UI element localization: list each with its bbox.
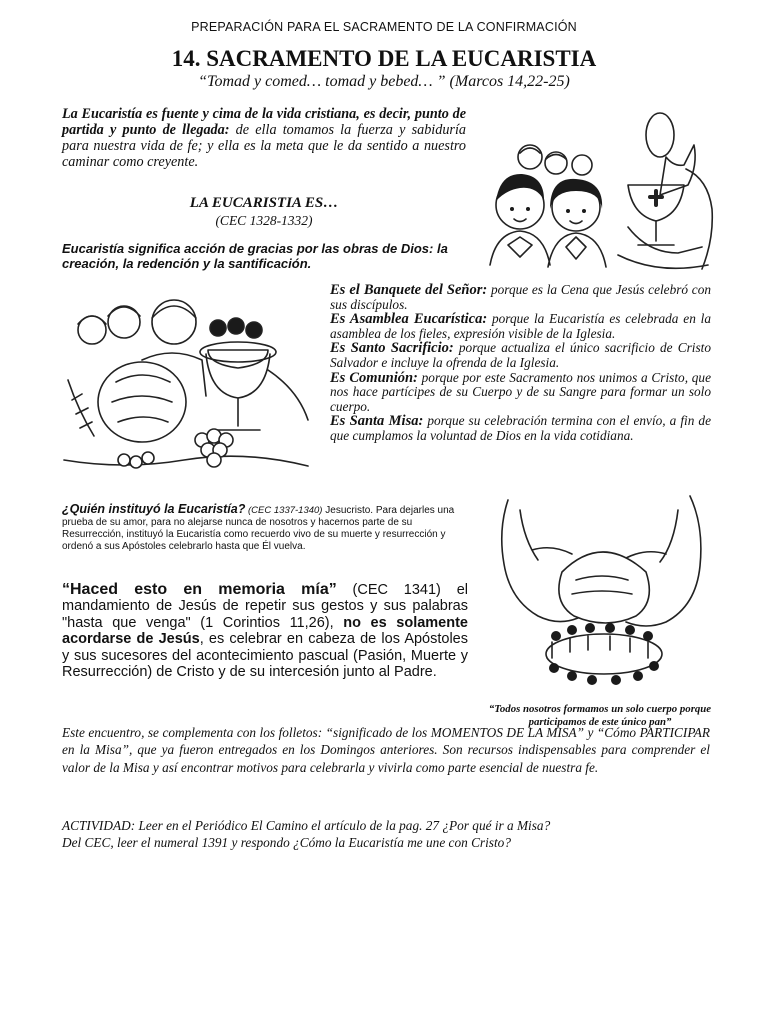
- haced-text-2: , es celebrar en cabeza de los Apóstoles y sus sucesores del acontecimiento pascual (Pasión, Muerte y Resurrección) de Cristo y de su intercesión junto al Padre.: [62, 631, 468, 681]
- quien-cec: (CEC 1337-1340): [245, 505, 323, 516]
- item-asamblea: [330, 312, 711, 341]
- item-term: Es Comunión:: [330, 369, 418, 386]
- item-text: porque por este Sacramento nos unimos a Cristo, que nos hace partícipes de su Cuerpo y de su Sangre para formar un solo cuerpo.: [330, 369, 711, 414]
- page-title: 14. SACRAMENTO DE LA EUCARISTIA: [171, 46, 597, 71]
- banquet-illustration: [58, 290, 316, 480]
- item-term: Es Santo Sacrificio:: [330, 340, 454, 357]
- quien-answer: Jesucristo. Para dejarles una prueba de su amor, para no alejarse nunca de nosotros y hacernos parte de su Resurrección, instituyó la Eucaristía como recuerdo vivo de su muerte y resurrección y ordenó a sus Apóstoles celebrarlo hasta que Él vuelva.: [62, 505, 455, 552]
- actividad-line-1: ACTIVIDAD: Leer en el Periódico El Camino el artículo de la pag. 27 ¿Por qué ir a Misa?: [62, 818, 551, 833]
- eucaristia-items: [330, 283, 711, 444]
- eucaristia-definition: Eucaristía significa acción de gracias por las obras de Dios: la creación, la redención y la santificación.: [62, 241, 448, 271]
- intro-text: de ella tomamos la fuerza y sabiduría para nuestra vida de fe; y ella es la meta que le da sentido a nuestro caminar como creyente.: [62, 122, 466, 170]
- item-text: porque su celebración termina con el envío, a fin de que cumplamos la voluntad de Dios en la vida cotidiana.: [330, 413, 711, 443]
- intro-paragraph: [62, 106, 466, 170]
- item-text: porque actualiza el único sacrificio de Cristo Salvador e incluye la ofrenda de la Iglesia.: [330, 340, 711, 370]
- item-term: Es Santa Misa:: [330, 413, 424, 430]
- quien-instituyo-paragraph: [62, 503, 474, 553]
- item-text: porque la Eucaristía es celebrada en la asamblea de los fieles, expresión visible de la Iglesia.: [330, 311, 712, 341]
- item-text: porque es la Cena que Jesús celebró con sus discípulos.: [330, 282, 712, 312]
- item-sacrificio: [330, 341, 711, 370]
- actividad-line-2: Del CEC, leer el numeral 1391 y respondo ¿Cómo la Eucaristía me une con Cristo?: [62, 834, 511, 850]
- intro-bold: La Eucaristía es fuente y cima de la vida cristiana, es decir, punto de partida y punto de llegada:: [62, 106, 466, 138]
- illustration-caption: “Todos nosotros formamos un solo cuerpo porque participamos de este único pan”: [488, 703, 712, 728]
- quien-question: ¿Quién instituyó la Eucaristía?: [62, 502, 246, 516]
- haced-text-1: el mandamiento de Jesús de repetir sus gestos y sus palabras "hasta que venga" (1 Corintios 11,26),: [62, 582, 468, 631]
- actividad-block: [62, 818, 710, 851]
- haced-bold: no es solamente acordarse de Jesús: [62, 614, 468, 648]
- item-santa-misa: [330, 414, 711, 443]
- haced-cec: (CEC 1341): [336, 582, 441, 598]
- item-banquete: [330, 283, 711, 312]
- hands-bread-illustration: [492, 490, 716, 698]
- item-comunion: [330, 371, 711, 415]
- item-term: Es el Banquete del Señor:: [330, 282, 488, 298]
- encuentro-paragraph: Este encuentro, se complementa con los folletos: “significado de los MOMENTOS DE LA MISA” y “Cómo PARTICIPAR en la Misa”, que ya fueron entregados en los Domingos anteriores. Son recursos indispensables para comprender el valor de la Misa y así encontrar motivos para celebrarla y vivirla como parte esencial de nuestra fe.: [62, 725, 710, 775]
- haced-quote: “Haced esto en memoria mía”: [62, 581, 337, 598]
- section-cec-reference: (CEC 1328-1332): [215, 213, 313, 228]
- document-header: PREPARACIÓN PARA EL SACRAMENTO DE LA CONFIRMACIÓN: [191, 20, 577, 34]
- item-term: Es Asamblea Eucarística:: [330, 311, 488, 328]
- page-subtitle: “Tomad y comed… tomad y bebed… ” (Marcos 14,22-25): [198, 73, 570, 90]
- children-communion-illustration: [478, 105, 718, 283]
- haced-memoria-paragraph: [62, 582, 468, 680]
- section-heading: LA EUCARISTIA ES…: [189, 195, 339, 211]
